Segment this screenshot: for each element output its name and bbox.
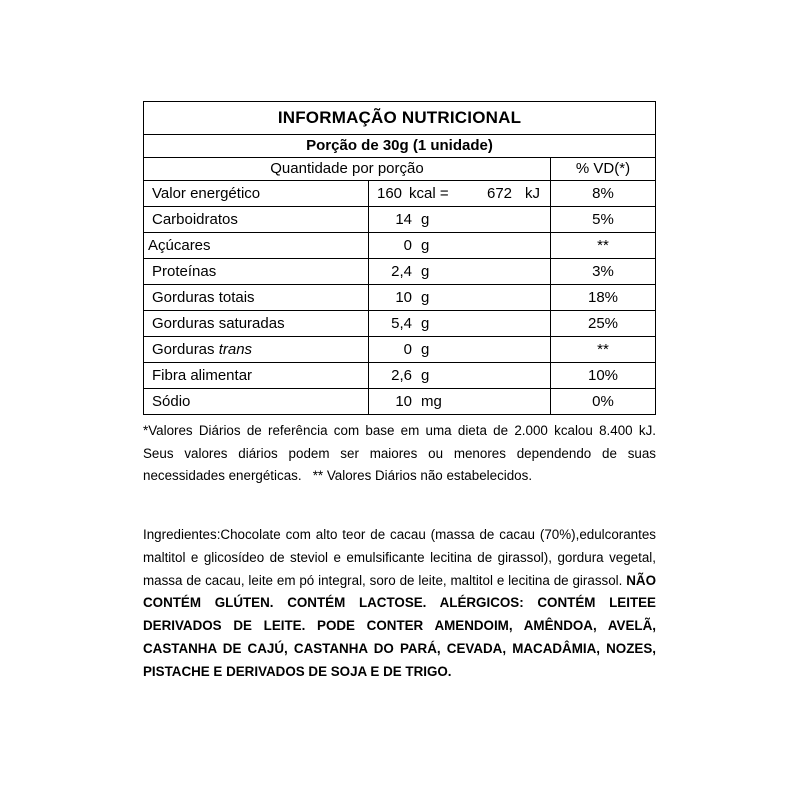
nutrient-value: 10 [395,393,412,410]
nutrient-name: Carboidratos [144,207,369,232]
nutrient-name: Sódio [144,389,369,414]
nutrient-vd: 25% [587,315,619,332]
nutrient-unit: g [421,211,430,228]
nutrient-unit: g [421,341,430,358]
nutrient-vd: 10% [587,367,619,384]
nutrient-vd: ** [597,341,609,358]
nutrient-unit: g [421,237,430,254]
nutrient-vd: 8% [592,185,614,202]
nutrient-quantity [369,207,551,232]
nutrient-value: 5,4 [391,315,412,332]
table-row [144,311,655,337]
ingredients-text: Ingredientes:Chocolate com alto teor de cacau (massa de cacau (70%),edulcorantes maltitol e glicosídeo de steviol e emulsificante lecitina de girassol), gordura vegetal, massa de cacau, leite em pó integral, soro de leite, maltitol e lecitina de girassol. [143,527,656,588]
nutrient-unit: g [421,367,430,384]
table-row [144,363,655,389]
nutrient-name: Proteínas [144,259,369,284]
energy-kcal: 160 [377,185,403,202]
footnote-text: *Valores Diários de referência com base em uma dieta de 2.000 kcalou 8.400 kJ. Seus valores diários podem ser maiores ou menores dependendo de suas necessidades energéticas. ** Valores Diários não estabelecidos. [143,423,660,483]
nutrient-name: Fibra alimentar [144,363,369,388]
nutrient-value: 0 [403,341,412,358]
nutrient-name-italic: trans [218,341,253,358]
nutrient-quantity [369,285,551,310]
nutrient-name: Gorduras saturadas [144,311,369,336]
daily-values-footnote [143,420,660,488]
nutrient-value: 14 [395,211,412,228]
nutrient-quantity [369,389,551,414]
table-row [144,337,655,363]
energy-kj-unit: kJ [525,185,540,202]
nutrient-name: Gorduras totais [144,285,369,310]
nutrient-vd: 3% [592,263,614,280]
nutrient-quantity [369,311,551,336]
energy-kcal-unit: kcal = [409,185,449,202]
table-row-energy [144,181,655,207]
nutrient-unit: g [421,289,430,306]
header-vd: % VD(*) [575,160,631,177]
nutrient-vd: 5% [592,211,614,228]
nutrient-value: 10 [395,289,412,306]
portion-size: Porção de 30g (1 unidade) [144,135,655,158]
nutrition-facts-table [143,101,656,415]
nutrient-quantity [369,337,551,362]
nutrient-value: 2,4 [391,263,412,280]
nutrient-quantity [369,363,551,388]
nutrient-quantity [369,233,551,258]
nutrient-name: Valor energético [144,181,369,206]
nutrient-quantity [369,259,551,284]
nutrient-value: 0 [403,237,412,254]
table-header-row [144,158,655,181]
table-row [144,207,655,233]
nutrient-name: Açúcares [144,233,369,258]
ingredients-block [143,524,656,684]
header-quantity: Quantidade por porção [144,158,551,180]
nutrient-name-prefix: Gorduras [152,341,219,358]
table-title: INFORMAÇÃO NUTRICIONAL [144,102,655,135]
nutrient-vd: 0% [592,393,614,410]
nutrient-unit: g [421,315,430,332]
nutrient-vd: 18% [587,289,619,306]
table-row [144,233,655,259]
allergens-text: NÃO CONTÉM GLÚTEN. CONTÉM LACTOSE. ALÉRGICOS: CONTÉM LEITEE DERIVADOS DE LEITE. PODE CONTER AMENDOIM, AMÊNDOA, AVELÃ, CASTANHA DE CAJÚ, CASTANHA DO PARÁ, CEVADA, MACADÂMIA, NOZES, PISTACHE E DERIVADOS DE SOJA E DE TRIGO. [143,572,656,679]
table-row [144,389,655,414]
nutrient-name [144,337,369,362]
table-row [144,285,655,311]
nutrient-unit: mg [421,393,442,410]
nutrient-quantity [369,181,551,206]
nutrient-vd: ** [597,237,609,254]
energy-kj: 672 [487,185,513,202]
nutrient-value: 2,6 [391,367,412,384]
table-row [144,259,655,285]
nutrient-unit: g [421,263,430,280]
